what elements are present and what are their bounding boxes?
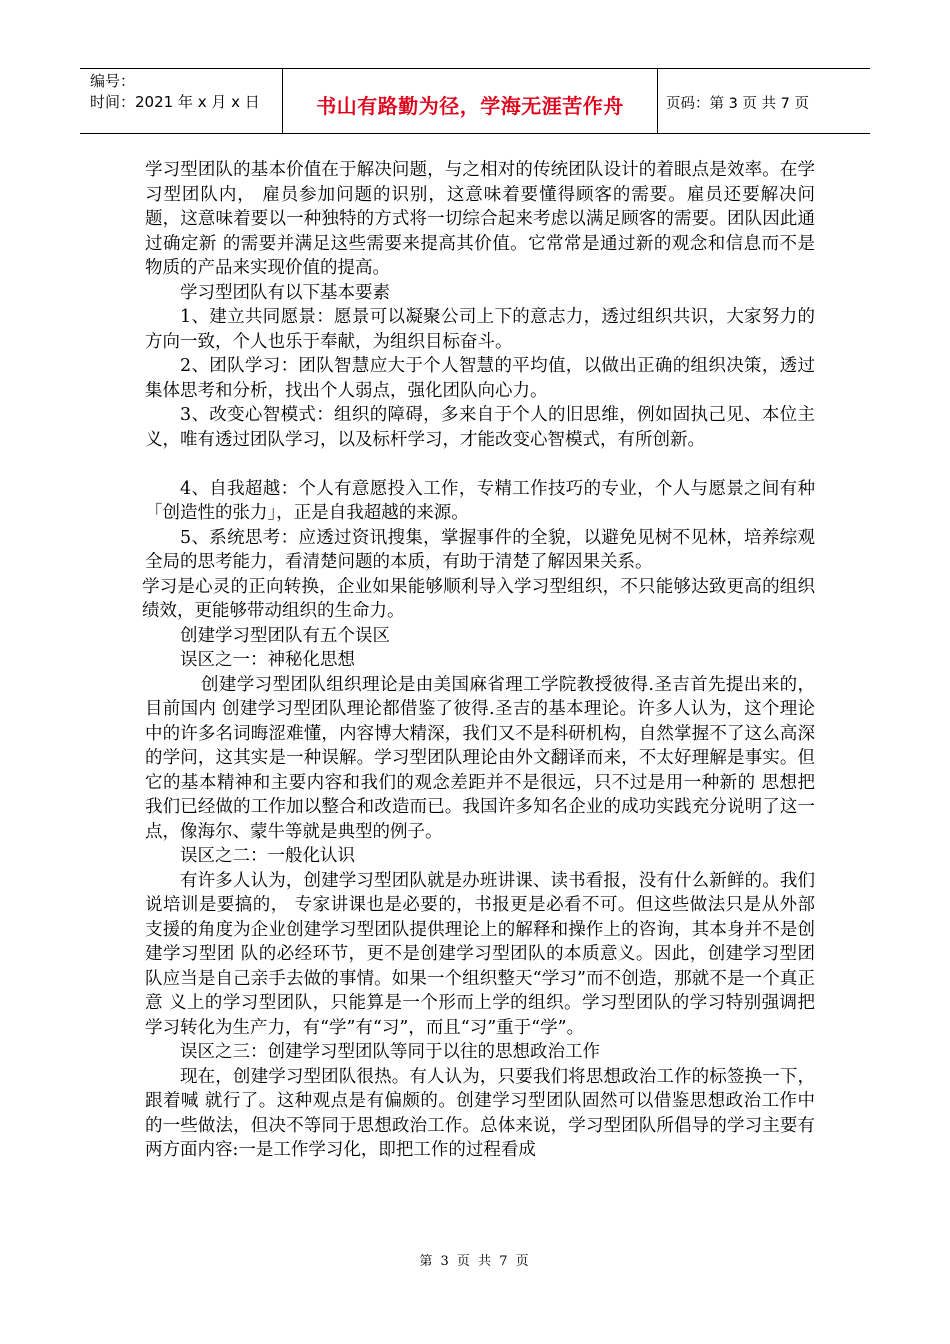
subsection-heading: 误区之一：神秘化思想 [180,650,355,670]
document-body [142,158,815,1163]
header-motto: 书山有路勤为径，学海无涯苦作舟 [316,94,624,118]
list-item: 5、系统思考：应透过资讯搜集，掌握事件的全貌，以避免见树不见林，培养综观全局的思考能力，看清楚问题的本质，有助于清楚了解因果关系。 [145,527,815,572]
header-meta [90,71,280,113]
list-item: 1、建立共同愿景：愿景可以凝聚公司上下的意志力，透过组织共识，大家努力的方向一致，个人也乐于奉献，为组织目标奋斗。 [145,307,815,352]
list-item: 2、团队学习：团队智慧应大于个人智慧的平均值，以做出正确的组织决策，透过集体思考和分析，找出个人弱点，强化团队向心力。 [145,356,815,401]
page-footer: 第 3 页 共 7 页 [419,1254,531,1269]
blank-line [145,452,815,477]
paragraph: 有许多人认为，创建学习型团队就是办班讲课、读书看报，没有什么新鲜的。我们说培训是要搞的， 专家讲课也是必要的，书报更是必看不可。但这些做法只是从外部支援的角度为企业创建学习型团队提供理论上的解释和操作上的咨询，其本身并不是创建学习型团 队的必经环节，更不是创建学习型团队的本质意义。因此，创建学习型团队应当是自己亲手去做的事情。如果一个组织整天“学习”而不创造，那就不是一个真正意 义上的学习型团队，只能算是一个形而上学的组织。学习型团队的学习特别强调把学习转化为生产力，有“学”有“习”，而且“习”重于“学”。 [145,870,815,1038]
list-item: 3、改变心智模式：组织的障碍，多来自于个人的旧思维，例如固执己见、本位主义，唯有透过团队学习，以及标杆学习，才能改变心智模式，有所创新。 [145,405,815,450]
subsection-heading: 误区之二：一般化认识 [180,846,355,866]
paragraph: 创建学习型团队组织理论是由美国麻省理工学院教授彼得.圣吉首先提出来的，目前国内 创建学习型团队理论都借鉴了彼得.圣吉的基本理论。许多人认为，这个理论中的许多名词晦涩难懂，内容博大精深，我们又不是科研机构，自然掌握不了这么高深 的学问，这其实是一种误解。学习型团队理论由外文翻译而来，不太好理解是事实。但它的基本精神和主要内容和我们的观念差距并不是很远，只不过是用一种新的 思想把我们已经做的工作加以整合和改造而已。我国许多知名企业的成功实践充分说明了这一点，像海尔、蒙牛等就是典型的例子。 [145,674,815,842]
header-table [80,68,870,134]
header-page-info: 页码：第 3 页 共 7 页 [666,96,809,112]
date-line: 时间：2021 年 x 月 x 日 [90,93,260,111]
header-divider [657,68,658,134]
subsection-heading: 误区之三：创建学习型团队等同于以往的思想政治工作 [180,1042,600,1062]
doc-number-label: 编号： [90,72,136,90]
paragraph: 学习型团队的基本价值在于解决问题，与之相对的传统团队设计的着眼点是效率。在学习型团队内， 雇员参加问题的识别，这意味着要懂得顾客的需要。雇员还要解决问题，这意味着要以一种独特的方式将一切综合起来考虑以满足顾客的需要。团队因此通过确定新 的需要并满足这些需要来提高其价值。它常常是通过新的观念和信息而不是物质的产品来实现价值的提高。 [145,160,815,278]
list-item: 4、自我超越：个人有意愿投入工作，专精工作技巧的专业，个人与愿景之间有种「创造性的张力」，正是自我超越的来源。 [145,478,815,523]
header-bottom-rule [80,133,870,134]
section-heading: 学习型团队有以下基本要素 [180,282,390,303]
paragraph: 学习是心灵的正向转换，企业如果能够顺利导入学习型组织，不只能够达致更高的组织绩效，更能够带动组织的生命力。 [142,576,815,621]
paragraph: 现在，创建学习型团队很热。有人认为，只要我们将思想政治工作的标签换一下，跟着喊 就行了。这种观点是有偏颇的。创建学习型团队固然可以借鉴思想政治工作中的一些做法，但决不等同于思想政治工作。总体来说，学习型团队所倡导的学习主要有 两方面内容:一是工作学习化，即把工作的过程看成 [145,1066,815,1160]
header-top-rule [80,68,870,69]
section-heading: 创建学习型团队有五个误区 [180,625,390,646]
